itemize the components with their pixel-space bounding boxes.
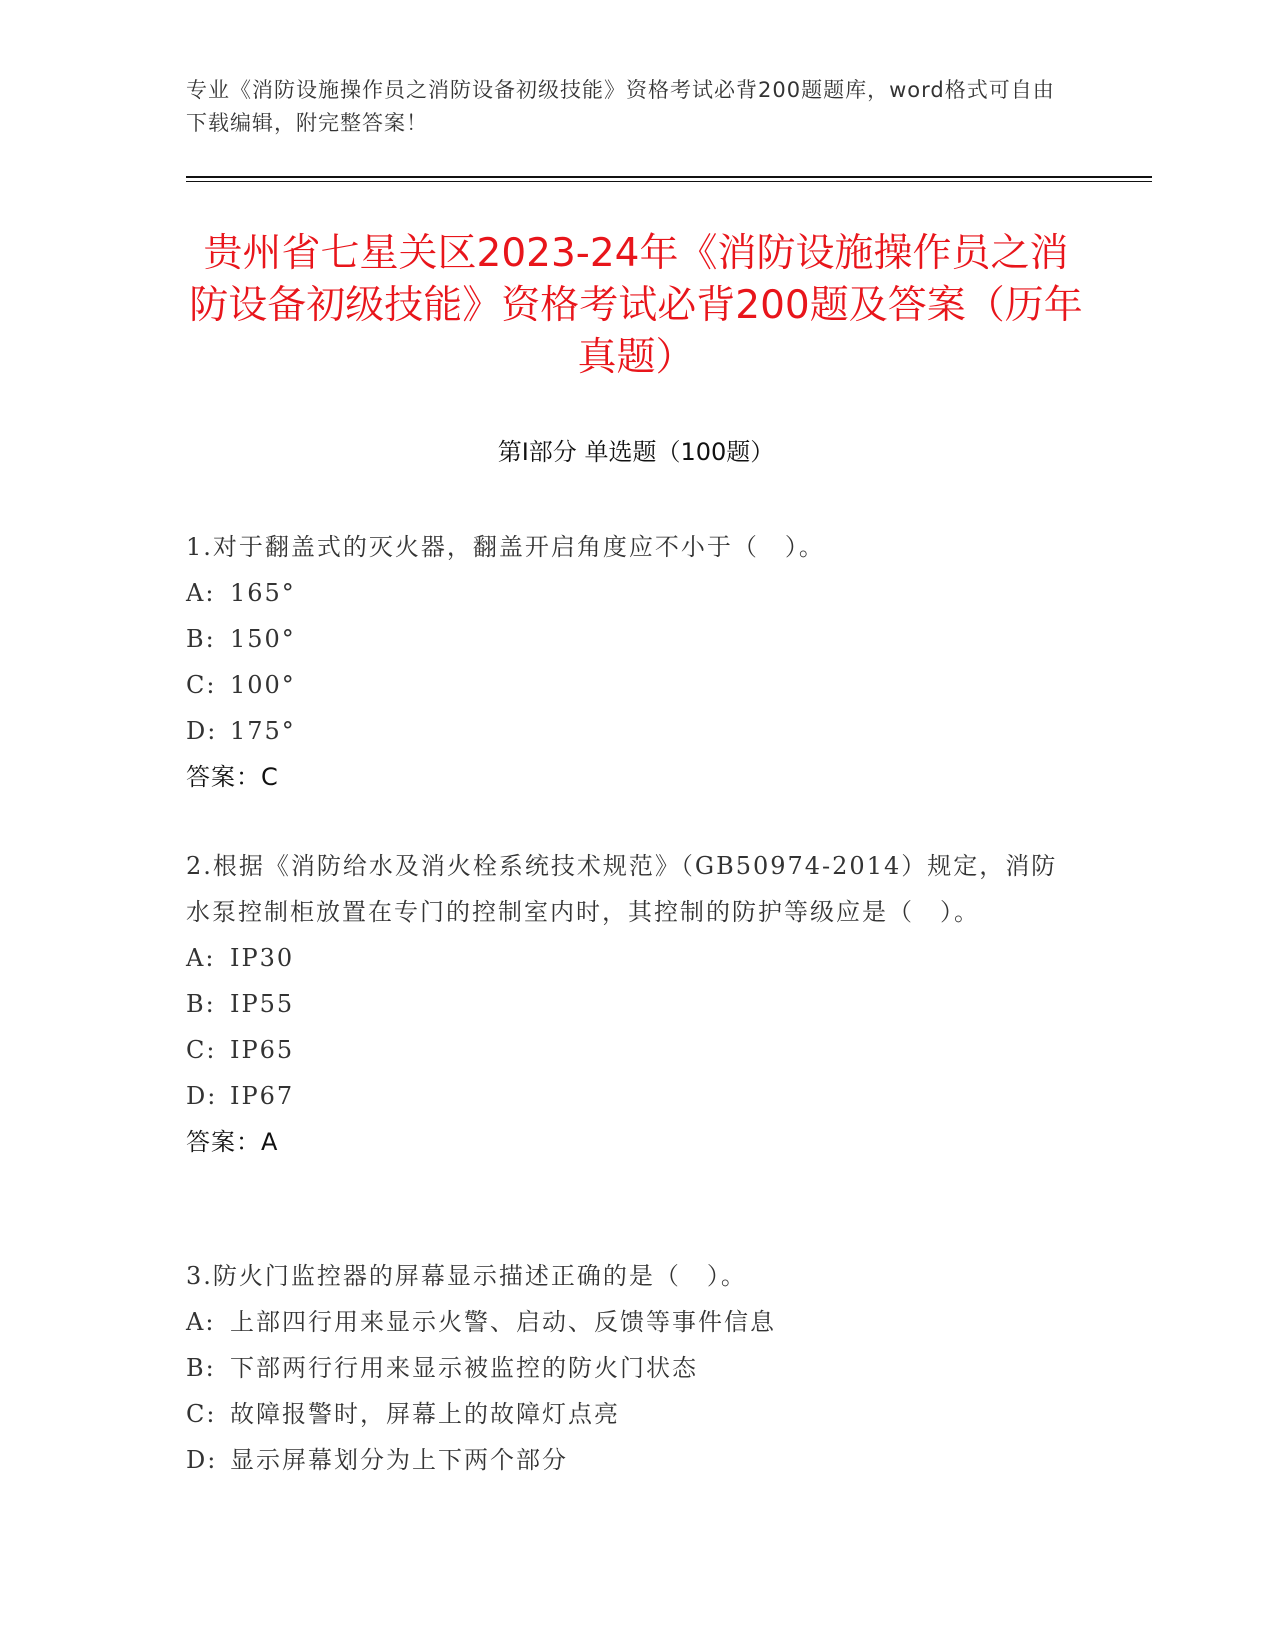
option-text: 显示屏幕划分为上下两个部分 [230,1446,568,1474]
option-key: C: [186,1400,217,1428]
option-key: A: [186,944,216,972]
option-d [186,1437,1066,1483]
option-text: IP65 [230,1036,295,1064]
option-text: 故障报警时，屏幕上的故障灯点亮 [230,1400,620,1428]
option-key: B: [186,625,216,653]
section-heading: 第Ⅰ部分 单选题（100题） [497,438,775,466]
option-text: IP55 [230,990,295,1018]
option-a [186,1299,1066,1345]
option-text: 上部四行用来显示火警、启动、反馈等事件信息 [230,1308,776,1336]
option-key: D: [186,717,218,745]
question-1 [186,524,1066,800]
option-text: IP30 [230,944,295,972]
option-key: D: [186,1082,218,1110]
option-key: D: [186,1446,218,1474]
option-key: A: [186,1308,216,1336]
option-c [186,1391,1066,1437]
header-rule-thick [186,176,1152,178]
option-text: 下部两行行用来显示被监控的防火门状态 [230,1354,698,1382]
option-key: C: [186,671,217,699]
option-text: 100° [230,671,296,699]
option-d [186,1073,1066,1119]
option-b [186,981,1066,1027]
header-rule-thin [186,181,1152,182]
option-b [186,616,1066,662]
question-3 [186,1253,1066,1483]
option-key: B: [186,1354,216,1382]
option-key: C: [186,1036,217,1064]
option-key: B: [186,990,216,1018]
answer-line: 答案：A [186,1128,279,1156]
option-b [186,1345,1066,1391]
question-stem: 1.对于翻盖式的灭火器，翻盖开启角度应不小于（ ）。 [186,533,825,561]
option-text: IP67 [230,1082,295,1110]
question-2 [186,843,1066,1165]
question-stem: 3.防火门监控器的屏幕显示描述正确的是（ ）。 [186,1262,747,1290]
option-text: 150° [230,625,296,653]
option-d [186,708,1066,754]
option-c [186,1027,1066,1073]
option-a [186,935,1066,981]
document-title: 贵州省七星关区2023-24年《消防设施操作员之消防设备初级技能》资格考试必背200题及答案（历年真题） [189,231,1083,380]
question-stem: 2.根据《消防给水及消火栓系统技术规范》（GB50974-2014）规定，消防水泵控制柜放置在专门的控制室内时，其控制的防护等级应是（ ）。 [186,852,1058,926]
option-key: A: [186,579,216,607]
option-text: 175° [230,717,296,745]
option-text: 165° [230,579,296,607]
option-c [186,662,1066,708]
header-note: 专业《消防设施操作员之消防设备初级技能》资格考试必背200题题库，word格式可自由下载编辑，附完整答案！ [186,78,1055,135]
answer-line: 答案：C [186,763,279,791]
option-a [186,570,1066,616]
